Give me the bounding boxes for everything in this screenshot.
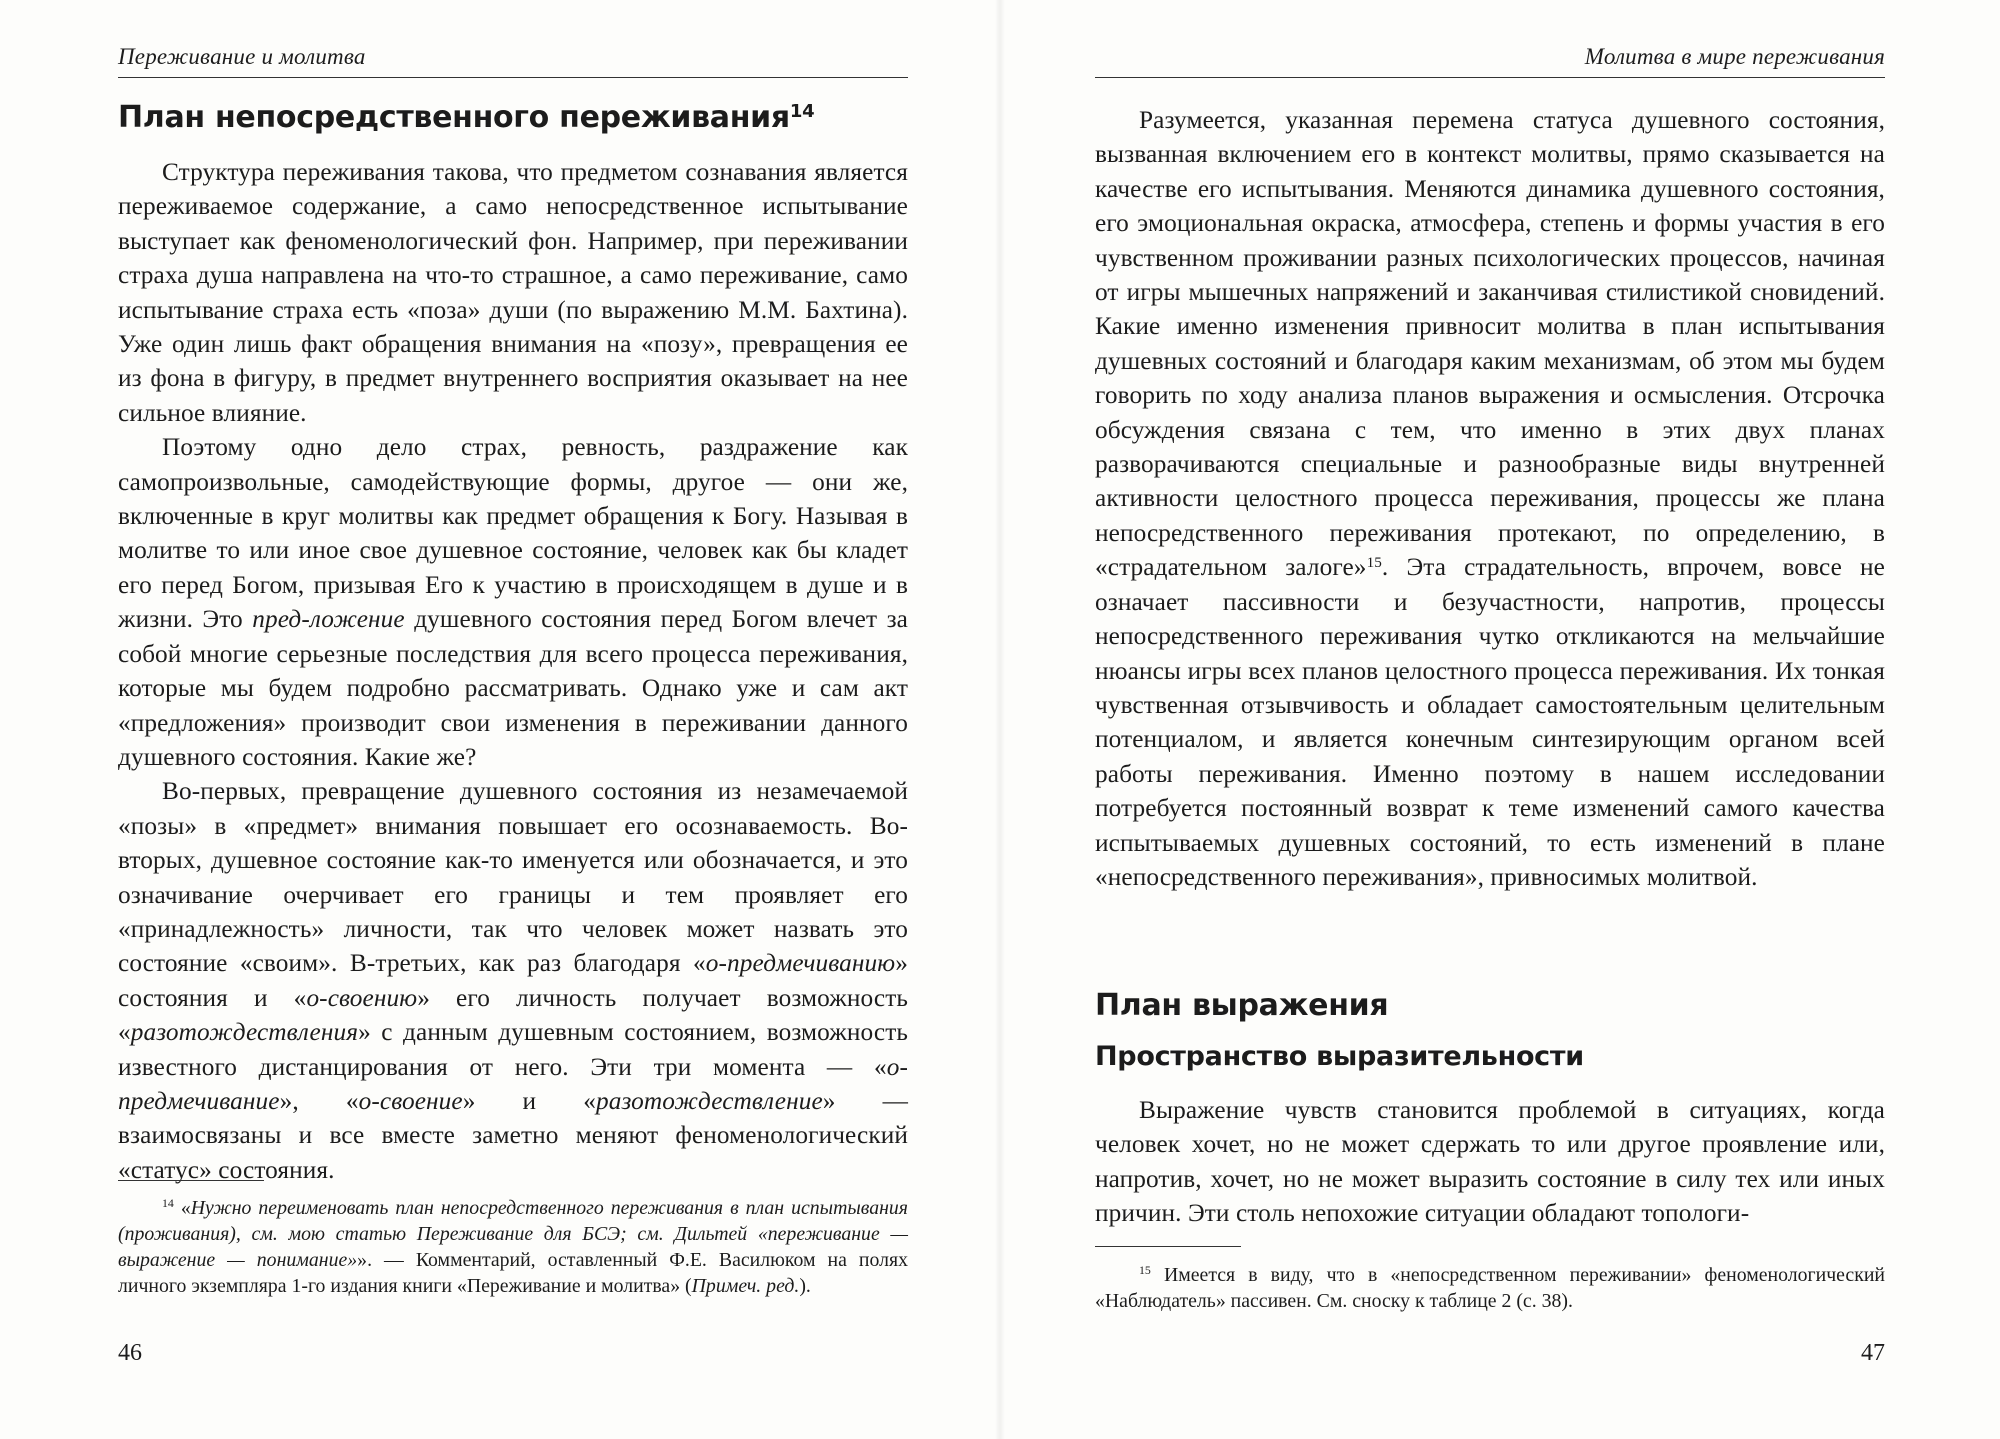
text-run: Выражение чувств становится проблемой в ситуациях, когда человек хочет, но не может сдержать то или другое проявление или, напротив, хочет, но не может выразить состояние в силу тех или иных причин. Эти столь непохожие ситуации обладают топологи- (1095, 1096, 1885, 1228)
footnote-ref-14: 14 (789, 101, 815, 123)
running-head-left: Переживание и молитва (118, 44, 908, 78)
italic-text: Примеч. ред. (691, 1275, 800, 1297)
page-number-left: 46 (118, 1340, 142, 1366)
running-head-right: Молитва в мире переживания (1095, 44, 1885, 78)
text-run: Разумеется, указанная перемена статуса душевного состояния, вызванная включением его в контекст молитвы, прямо сказывается на качестве его испытывания. Меняются динамика душевного состояния, его эмоциональная окраска, атмосфера, степень и формы участия в его чувственном проживании разных психологических процессов, начиная от игры мышечных напряжений и заканчивая стилистикой сновидений. Какие именно изменения привносит молитва в план испытывания душевных состояний и благодаря каким механизмам, об этом мы будем говорить по ходу анализа планов выражения и осмысления. Отсрочка обсуждения связана с тем, что именно в этих двух планах разворачиваются специальные и разнообразные виды внутренней активности целостного процесса переживания, процессы же плана непосредственного переживания протекают, по определению, в «страдательном залоге» (1095, 106, 1885, 582)
footnote-number: 14 (162, 1196, 174, 1211)
text-run: » состояния и « (118, 949, 908, 1012)
footnote-ref: 15 (1366, 553, 1382, 571)
italic-text: о-предмечивание (118, 1052, 908, 1115)
italic-text: о-своению (306, 983, 418, 1012)
italic-text: пред-ложение (252, 605, 405, 634)
text-run: . Эта страдательность, впрочем, вовсе не означает пассивности и безучастности, напротив, процессы непосредственного переживания чутко откликаются на мельчайшие нюансы игры всех планов целостного процесса переживания. Их тонкая чувственная отзывчивость и обладает самостоятельным целительным потенциалом, и является конечным синтезирующим органом всей работы переживания. Именно поэтому в нашем исследовании потребуется постоянный возврат к теме изменений самого качества испытываемых душевных состояний, то есть изменений в плане «непосредственного переживания», привносимых молитвой. (1095, 553, 1886, 891)
text-run: » его личность получает возможность « (118, 983, 908, 1047)
italic-text: о-предмечиванию (705, 949, 896, 978)
text-run: » — взаимосвязаны и все вместе заметно меняют феноменологический «статус» состояния. (118, 1086, 908, 1184)
text-run: Имеется в виду, что в «непосредственном переживании» феноменологический «Наблюдатель» пассивен. См. сноску к таблице 2 (с. 38). (1095, 1264, 1885, 1312)
section-heading-expression: План выражения (1095, 988, 1389, 1023)
section-heading-immediate-experience (118, 100, 908, 135)
left-page (118, 0, 908, 1439)
italic-text: разотождествление (596, 1086, 823, 1115)
footnote-rule (118, 1180, 264, 1181)
book-gutter (995, 0, 1005, 1439)
text-run: ». — Комментарий, оставленный Ф.Е. Василюком на полях личного экземпляра 1-го издания книги «Переживание и молитва» ( (118, 1249, 908, 1297)
text-run: « (173, 1197, 191, 1219)
paragraph (118, 155, 908, 430)
right-body-text-bottom (1095, 1093, 1885, 1231)
page-number-right: 47 (1861, 1340, 1885, 1366)
text-run: », « (279, 1086, 359, 1115)
footnote-text (1095, 1264, 1885, 1312)
italic-text: Нужно переименовать план непосредственного переживания в план испытывания (проживания), см. мою статью Переживание для БСЭ; см. Дильтей «переживание — выражение — понимание» (118, 1197, 908, 1271)
text-run: Структура переживания такова, что предметом сознавания является переживаемое содержание, а само непосредственное испытывание выступает как феноменологический фон. Например, при переживании страха душа направлена на что-то страшное, а само переживание, само испытывание страха есть «поза» души (по выражению М.М. Бахтина). Уже один лишь факт обращения внимания на «позу», превращения ее из фона в фигуру, в предмет внутреннего восприятия оказывает на нее сильное влияние. (118, 158, 908, 427)
right-page (1095, 0, 1885, 1439)
text-run: Поэтому одно дело страх, ревность, раздражение как самопроизвольные, самодействующие формы, другое — они же, включенные в круг молитвы как предмет обращения к Богу. Называя в молитве то или иное свое душевное состояние, человек как бы кладет его перед Богом, призывая Его к участию в происходящем в душе и в жизни. Это (118, 433, 908, 634)
paragraph (118, 774, 908, 1187)
text-run: » и « (462, 1086, 596, 1115)
paragraph (1095, 1093, 1885, 1231)
heading-text: План непосредственного переживания (118, 100, 790, 135)
paragraph (118, 430, 908, 774)
footnote-15 (1095, 1262, 1885, 1314)
text-run: Во-первых, превращение душевного состояния из незамечаемой «позы» в «предмет» внимания повышает его осознаваемость. Во-вторых, душевное состояние как-то именуется или обозначается, и это означивание очерчивает его границы и тем проявляет его «принадлежность» личности, так что человек может назвать это состояние «своим». В-третьих, как раз благодаря « (118, 777, 908, 978)
footnote-14 (118, 1195, 908, 1299)
footnote-number: 15 (1139, 1263, 1151, 1278)
italic-text: о-своение (358, 1086, 463, 1115)
italic-text: разотождествления (130, 1018, 359, 1047)
paragraph (1095, 103, 1885, 894)
right-body-text-top (1095, 103, 1885, 894)
footnote-text (118, 1197, 908, 1297)
footnote-rule (1095, 1246, 1241, 1247)
left-body-text (118, 155, 908, 1187)
text-run: » с данным душевным состоянием, возможность известного дистанцирования от него. Эти три момента — « (118, 1018, 908, 1081)
text-run: ). (799, 1275, 811, 1297)
subsection-heading-expressiveness: Пространство выразительности (1095, 1041, 1584, 1072)
text-run: душевного состояния перед Богом влечет за собой многие серьезные последствия для всего процесса переживания, которые мы будем подробно рассматривать. Однако уже и сам акт «предложения» производит свои изменения в переживании данного душевного состояния. Какие же? (118, 605, 908, 771)
